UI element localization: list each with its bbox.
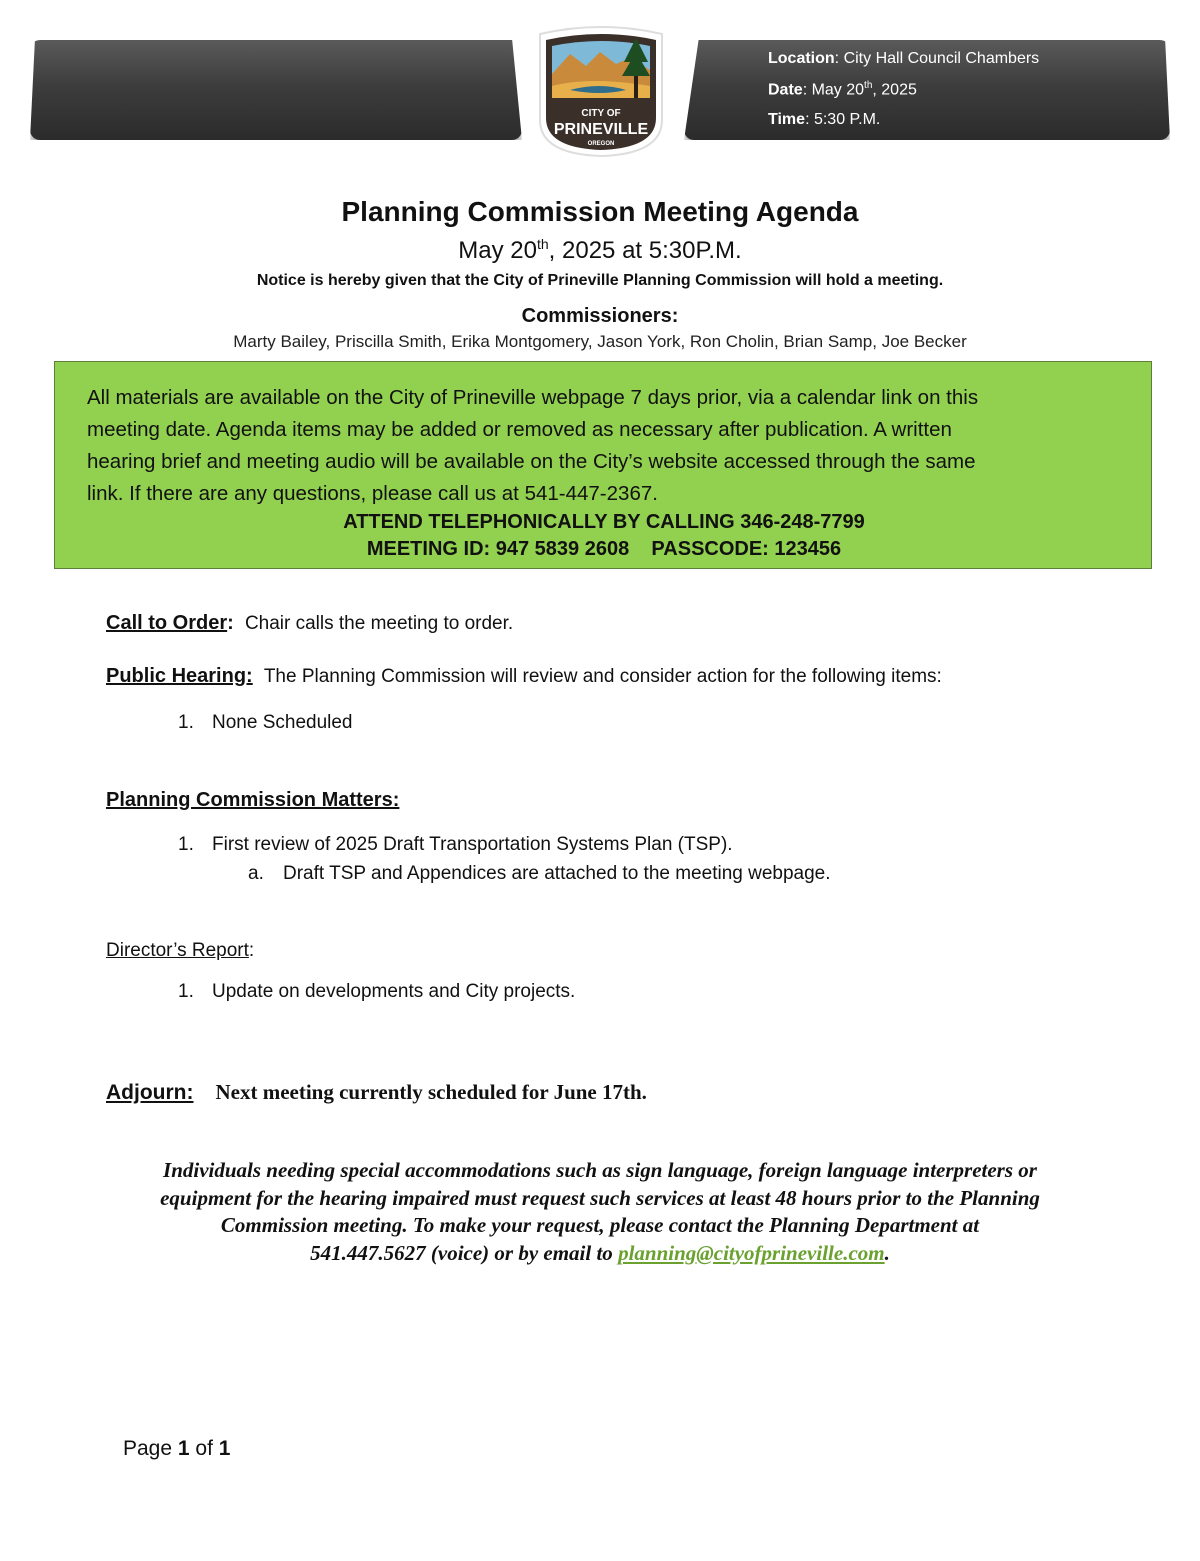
adjourn-heading: Adjourn:	[106, 1081, 194, 1104]
logo-state: OREGON	[587, 141, 615, 147]
list-item: 1. First review of 2025 Draft Transportation Systems Plan (TSP).	[178, 834, 733, 855]
list-subitem: a. Draft TSP and Appendices are attached to the meeting webpage.	[248, 863, 831, 884]
planning-commission-matters	[106, 789, 399, 812]
call-to-order: Call to Order: Chair calls the meeting to order.	[106, 612, 514, 634]
pc-matters-heading: Planning Commission Matters:	[106, 789, 400, 811]
commissioners-heading: Commissioners:	[521, 305, 679, 327]
call-to-order-text: Chair calls the meeting to order.	[244, 613, 514, 634]
list-item: 1. Update on developments and City projects.	[178, 981, 576, 1002]
meeting-date: Date: May 20th, 2025	[768, 80, 917, 99]
logo-city-name: PRINEVILLE	[553, 121, 649, 138]
public-hearing	[106, 665, 942, 688]
page-number: Page 1 of 1	[123, 1437, 231, 1460]
meeting-time: Time: 5:30 P.M.	[768, 111, 881, 128]
header-banner-left	[30, 40, 522, 140]
public-hearing-text: The Planning Commission will review and consider action for the following items:	[263, 666, 942, 687]
city-logo	[530, 24, 672, 158]
commissioners-list: Marty Bailey, Priscilla Smith, Erika Montgomery, Jason York, Ron Cholin, Brian Samp, Joe Becker	[233, 332, 967, 351]
directors-report: Director’s Report:	[106, 940, 255, 961]
materials-notice-box	[54, 361, 1152, 569]
agenda-title: Planning Commission Meeting Agenda	[341, 196, 859, 227]
attend-telephonically: ATTEND TELEPHONICALLY BY CALLING 346-248-7799	[343, 511, 865, 533]
materials-notice-text: All materials are available on the City of Prineville webpage 7 days prior, via a calendar link on this meeting date. Agenda items may be added or removed as necessary after publication. A written hearing brief and meeting audio will be available on the City’s website accessed through the same link. If there are any questions, please call us at 541-447-2367.	[87, 386, 979, 505]
planning-email-link[interactable]: planning@cityofprineville.com	[618, 1240, 885, 1265]
meeting-location: Location: City Hall Council Chambers	[768, 50, 1040, 67]
public-hearing-heading: Public Hearing:	[106, 665, 253, 687]
logo-city-of: CITY OF	[581, 108, 621, 119]
call-to-order-heading: Call to Order	[106, 612, 228, 634]
adjourn-text: Next meeting currently scheduled for June 17th.	[215, 1080, 647, 1104]
list-item: 1. None Scheduled	[178, 712, 353, 733]
directors-report-heading: Director’s Report	[106, 940, 249, 961]
meeting-notice: Notice is hereby given that the City of Prineville Planning Commission will hold a meeting.	[256, 272, 944, 289]
accommodations-notice: Individuals needing special accommodations such as sign language, foreign language interpreters or equipment for the hearing impaired must request such services at least 48 hours prior to the Planning Commission meeting. To make your request, please contact the Planning Department at 541.447.5627 (voice) or by email to planning@cityofprineville.com.	[160, 1158, 1040, 1265]
agenda-date: May 20th, 2025 at 5:30P.M.	[458, 236, 742, 264]
adjourn	[106, 1080, 647, 1105]
meeting-id-passcode: MEETING ID: 947 5839 2608 PASSCODE: 123456	[366, 538, 842, 560]
